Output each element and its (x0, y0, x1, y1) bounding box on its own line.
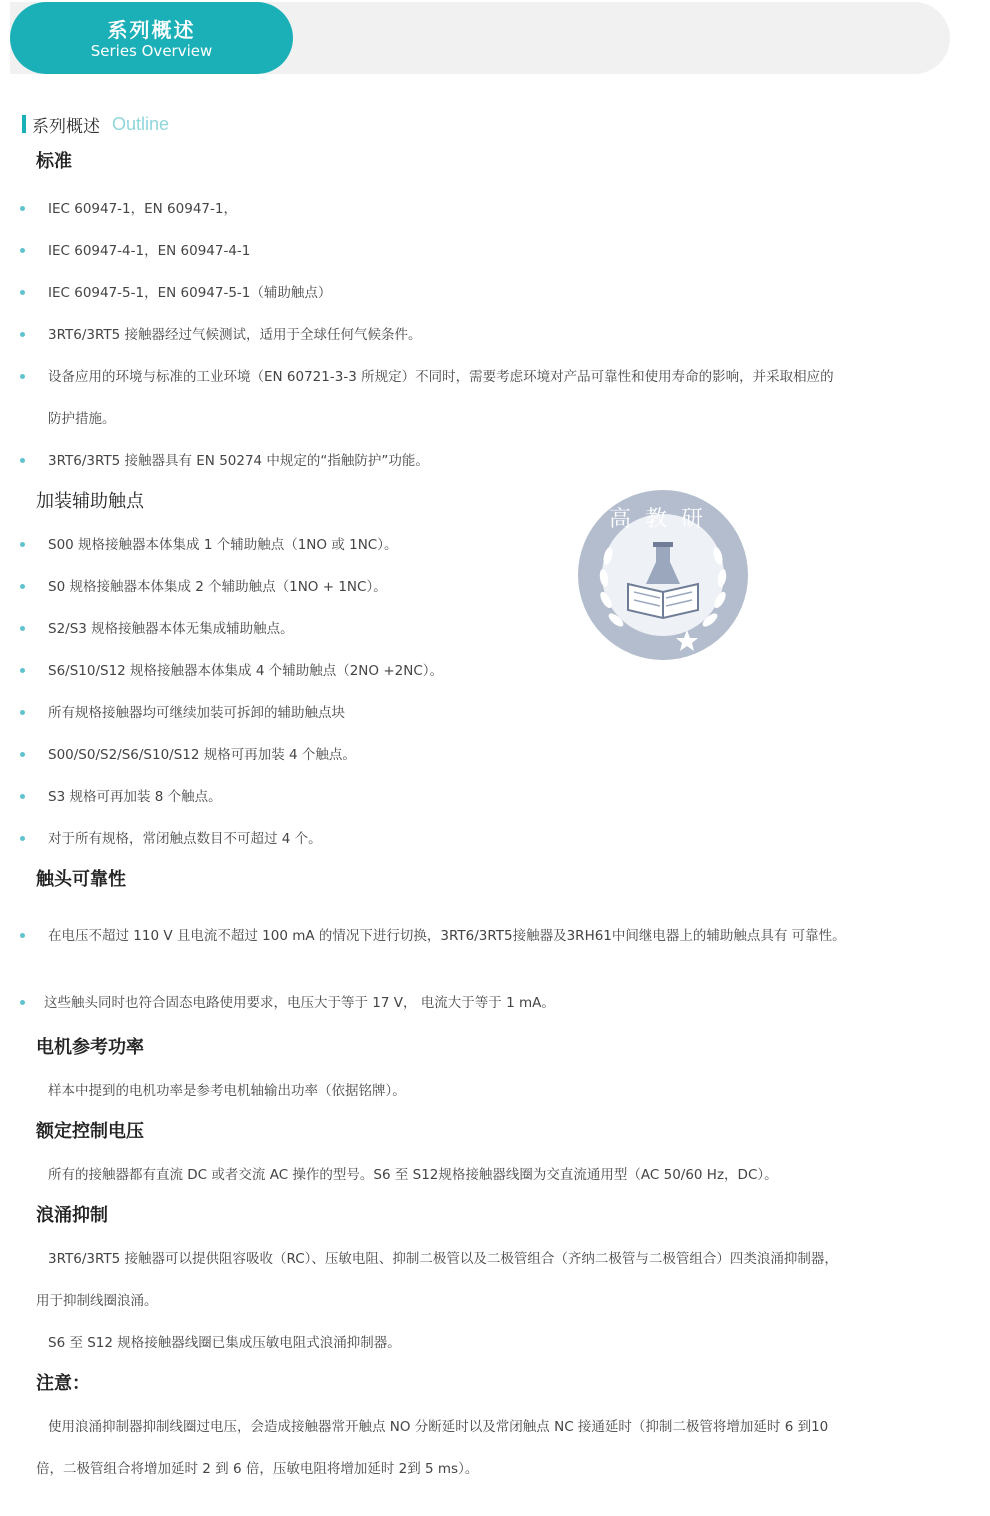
bullet-icon (20, 542, 25, 547)
bullet-icon (20, 248, 25, 253)
motor-text: 样本中提到的电机功率是参考电机轴输出功率（依据铭牌）。 (48, 1083, 406, 1099)
reliability-item: 这些触头同时也符合固态电路使用要求，电压大于等于 17 V， 电流大于等于 1 mA。 (44, 995, 555, 1011)
stamp-text: 高教研 (608, 507, 718, 532)
bullet-icon (20, 794, 25, 799)
aux-item: 对于所有规格，常闭触点数目不可超过 4 个。 (48, 831, 322, 847)
standards-item: IEC 60947-1，EN 60947-1， (48, 201, 237, 217)
note-text-line: 倍，二极管组合将增加延时 2 到 6 倍，压敏电阻将增加延时 2到 5 ms）。 (36, 1461, 479, 1477)
voltage-text: 所有的接触器都有直流 DC 或者交流 AC 操作的型号。S6 至 S12规格接触器线圈为交直流通用型（AC 50/60 Hz，DC）。 (48, 1167, 778, 1183)
aux-item: S2/S3 规格接触器本体无集成辅助触点。 (48, 621, 294, 637)
bullet-icon (20, 206, 25, 211)
bullet-icon (20, 1000, 25, 1005)
aux-item: S00/S0/S2/S6/S10/S12 规格可再加装 4 个触点。 (48, 747, 356, 763)
standards-item: IEC 60947-4-1，EN 60947-4-1 (48, 243, 251, 259)
banner-title-cn: 系列概述 (107, 18, 196, 42)
surge-text-line: 3RT6/3RT5 接触器可以提供阻容吸收（RC）、压敏电阻、抑制二极管以及二极管组合（齐纳二极管与二极管组合）四类浪涌抑制器， (48, 1251, 838, 1267)
bullet-icon (20, 836, 25, 841)
bullet-icon (20, 668, 25, 673)
outline-title-cn: 系列概述 (32, 116, 100, 137)
bullet-icon (20, 584, 25, 589)
standards-heading: 标准 (36, 151, 72, 172)
reliability-item: 在电压不超过 110 V 且电流不超过 100 mA 的情况下进行切换，3RT6/3RT5接触器及3RH61中间继电器上的辅助触点具有 可靠性。 (48, 928, 846, 944)
surge-text-line: 用于抑制线圈浪涌。 (36, 1293, 158, 1309)
aux-item: S6/S10/S12 规格接触器本体集成 4 个辅助触点（2NO +2NC）。 (48, 663, 443, 679)
bullet-icon (20, 626, 25, 631)
outline-title-en: Outline (112, 113, 170, 134)
bullet-icon (20, 710, 25, 715)
outline-header (22, 112, 169, 136)
surge-heading: 浪涌抑制 (36, 1205, 108, 1226)
watermark-stamp (576, 488, 750, 662)
note-text-line: 使用浪涌抑制器抑制线圈过电压，会造成接触器常开触点 NO 分断延时以及常闭触点 NC 接通延时（抑制二极管将增加延时 6 到10 (48, 1419, 829, 1435)
standards-item: IEC 60947-5-1，EN 60947-5-1（辅助触点） (48, 285, 332, 301)
aux-item: S3 规格可再加装 8 个触点。 (48, 789, 222, 805)
aux-heading: 加装辅助触点 (36, 491, 144, 512)
bullet-icon (20, 332, 25, 337)
bullet-icon (20, 933, 25, 938)
banner-title-en: Series Overview (90, 42, 213, 60)
voltage-heading: 额定控制电压 (36, 1121, 144, 1142)
bullet-icon (20, 458, 25, 463)
aux-item: S00 规格接触器本体集成 1 个辅助触点（1NO 或 1NC）。 (48, 537, 398, 553)
reliability-heading: 触头可靠性 (36, 869, 126, 890)
note-heading: 注意： (36, 1373, 90, 1394)
standards-item: 3RT6/3RT5 接触器具有 EN 50274 中规定的“指触防护”功能。 (48, 453, 429, 469)
motor-heading: 电机参考功率 (36, 1037, 144, 1058)
aux-item: 所有规格接触器均可继续加装可拆卸的辅助触点块 (48, 705, 345, 721)
outline-accent-bar (22, 115, 26, 133)
aux-item: S0 规格接触器本体集成 2 个辅助触点（1NO + 1NC）。 (48, 579, 387, 595)
bullet-icon (20, 290, 25, 295)
bullet-icon (20, 374, 25, 379)
standards-item-continued: 防护措施。 (48, 411, 116, 427)
banner-pill (10, 2, 293, 74)
standards-item: 3RT6/3RT5 接触器经过气候测试，适用于全球任何气候条件。 (48, 327, 422, 343)
standards-item: 设备应用的环境与标准的工业环境（EN 60721-3-3 所规定）不同时，需要考虑环境对产品可靠性和使用寿命的影响，并采取相应的 (48, 369, 834, 385)
bullet-icon (20, 752, 25, 757)
surge-text-line: S6 至 S12 规格接触器线圈已集成压敏电阻式浪涌抑制器。 (48, 1335, 401, 1351)
